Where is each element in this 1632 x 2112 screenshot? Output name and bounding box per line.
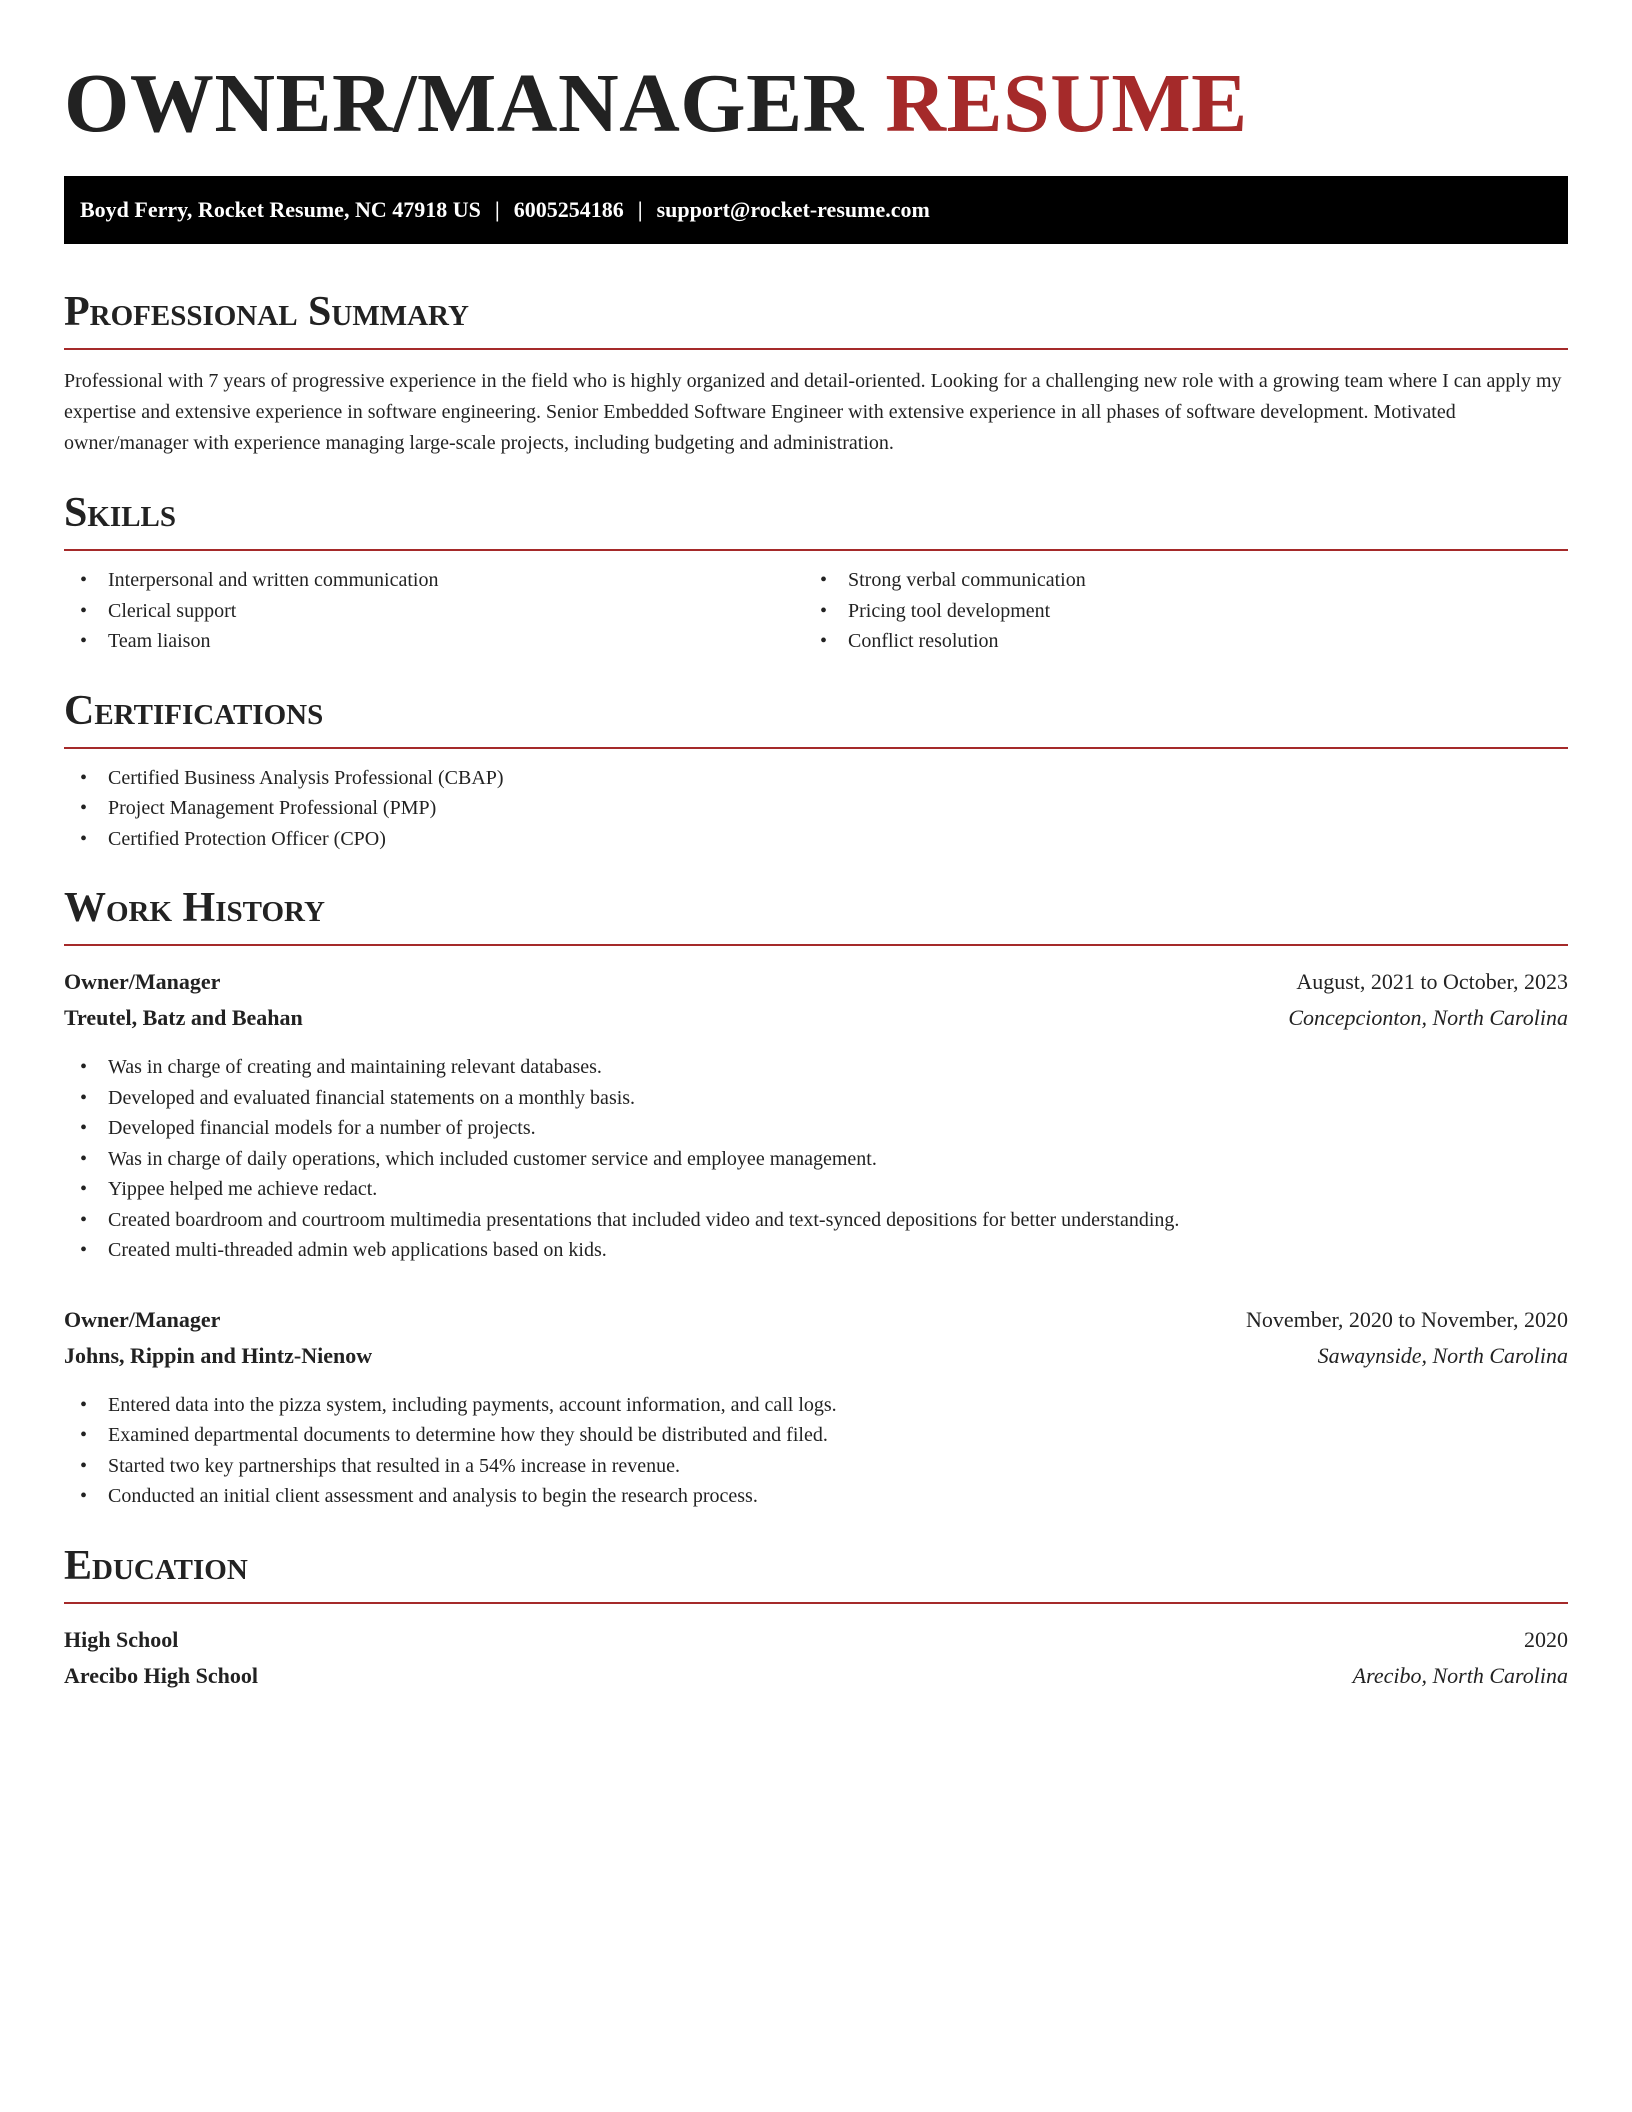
skill-item: • Clerical support — [64, 596, 804, 627]
work-history-heading: Work History — [64, 884, 1568, 946]
education-degree-row — [64, 1622, 1568, 1658]
job-bullets — [64, 1052, 1568, 1266]
education-school-row — [64, 1658, 1568, 1694]
job-title-row — [64, 964, 1568, 1000]
job-bullet: • Developed financial models for a number of projects. — [64, 1113, 1568, 1144]
education-entry — [64, 1622, 1568, 1694]
job-dates: August, 2021 to October, 2023 — [1296, 969, 1568, 994]
job-bullet: • Started two key partnerships that resulted in a 54% increase in revenue. — [64, 1451, 1568, 1482]
contact-phone: 6005254186 — [513, 197, 624, 222]
summary-heading: Professional Summary — [64, 288, 1568, 350]
education-location: Arecibo, North Carolina — [1352, 1662, 1568, 1688]
certification-item: • Certified Business Analysis Professional (CBAP) — [64, 763, 1568, 794]
skills-grid — [64, 551, 1568, 657]
skill-item: • Team liaison — [64, 626, 804, 657]
job-bullet: • Was in charge of daily operations, which included customer service and employee management. — [64, 1144, 1568, 1175]
contact-email[interactable]: support@rocket-resume.com — [656, 197, 930, 222]
contact-address: Boyd Ferry, Rocket Resume, NC 47918 US — [80, 197, 481, 222]
job-bullet: • Examined departmental documents to determine how they should be distributed and filed. — [64, 1420, 1568, 1451]
job-bullet: • Created multi-threaded admin web applications based on kids. — [64, 1235, 1568, 1266]
resume-title — [64, 0, 1568, 152]
job-entry — [64, 964, 1568, 1266]
skill-item: • Interpersonal and written communication — [64, 565, 804, 596]
job-bullet: • Created boardroom and courtroom multimedia presentations that included video and text-synced depositions for better understanding. — [64, 1205, 1568, 1236]
job-company-row — [64, 1338, 1568, 1374]
certifications-list — [64, 763, 1568, 855]
skills-list-right — [804, 565, 1544, 657]
education-year: 2020 — [1524, 1626, 1568, 1652]
skill-item: • Pricing tool development — [804, 596, 1544, 627]
contact-separator: | — [494, 197, 500, 222]
job-title: Owner/Manager — [64, 1306, 221, 1332]
job-bullet: • Conducted an initial client assessment and analysis to begin the research process. — [64, 1481, 1568, 1512]
job-bullet: • Yippee helped me achieve redact. — [64, 1174, 1568, 1205]
job-location: Concepcionton, North Carolina — [1288, 1005, 1568, 1030]
certification-item: • Certified Protection Officer (CPO) — [64, 824, 1568, 855]
job-entry — [64, 1302, 1568, 1512]
job-bullet: • Was in charge of creating and maintaining relevant databases. — [64, 1052, 1568, 1083]
job-bullet: • Developed and evaluated financial statements on a monthly basis. — [64, 1083, 1568, 1114]
contact-bar — [64, 176, 1568, 244]
title-accent: RESUME — [885, 57, 1248, 150]
job-title: Owner/Manager — [64, 969, 221, 994]
education-degree: High School — [64, 1626, 179, 1652]
skill-item: • Conflict resolution — [804, 626, 1544, 657]
certifications-heading: Certifications — [64, 687, 1568, 749]
job-company: Johns, Rippin and Hintz-Nienow — [64, 1342, 373, 1368]
skills-heading: Skills — [64, 489, 1568, 551]
contact-separator: | — [637, 197, 643, 222]
job-bullet: • Entered data into the pizza system, including payments, account information, and call logs. — [64, 1390, 1568, 1421]
job-title-row — [64, 1302, 1568, 1338]
skill-item: • Strong verbal communication — [804, 565, 1544, 596]
job-dates: November, 2020 to November, 2020 — [1245, 1306, 1568, 1332]
education-heading: Education — [64, 1542, 1568, 1604]
job-company: Treutel, Batz and Beahan — [64, 1005, 303, 1030]
education-school: Arecibo High School — [64, 1662, 258, 1688]
job-company-row — [64, 1000, 1568, 1036]
skills-list-left — [64, 565, 804, 657]
title-main: OWNER/MANAGER — [64, 57, 864, 150]
resume-page — [64, 0, 1568, 1694]
job-location: Sawaynside, North Carolina — [1317, 1342, 1568, 1368]
summary-text: Professional with 7 years of progressive experience in the field who is highly organized and detail-oriented. Looking for a challenging new role with a growing team where I can apply my expertise and extensive experience in software engineering. Senior Embedded Software Engineer with extensive experience in all phases of software development. Motivated owner/manager with experience managing large-scale projects, including budgeting and administration. — [64, 370, 1562, 454]
job-bullets — [64, 1390, 1568, 1512]
certification-item: • Project Management Professional (PMP) — [64, 793, 1568, 824]
